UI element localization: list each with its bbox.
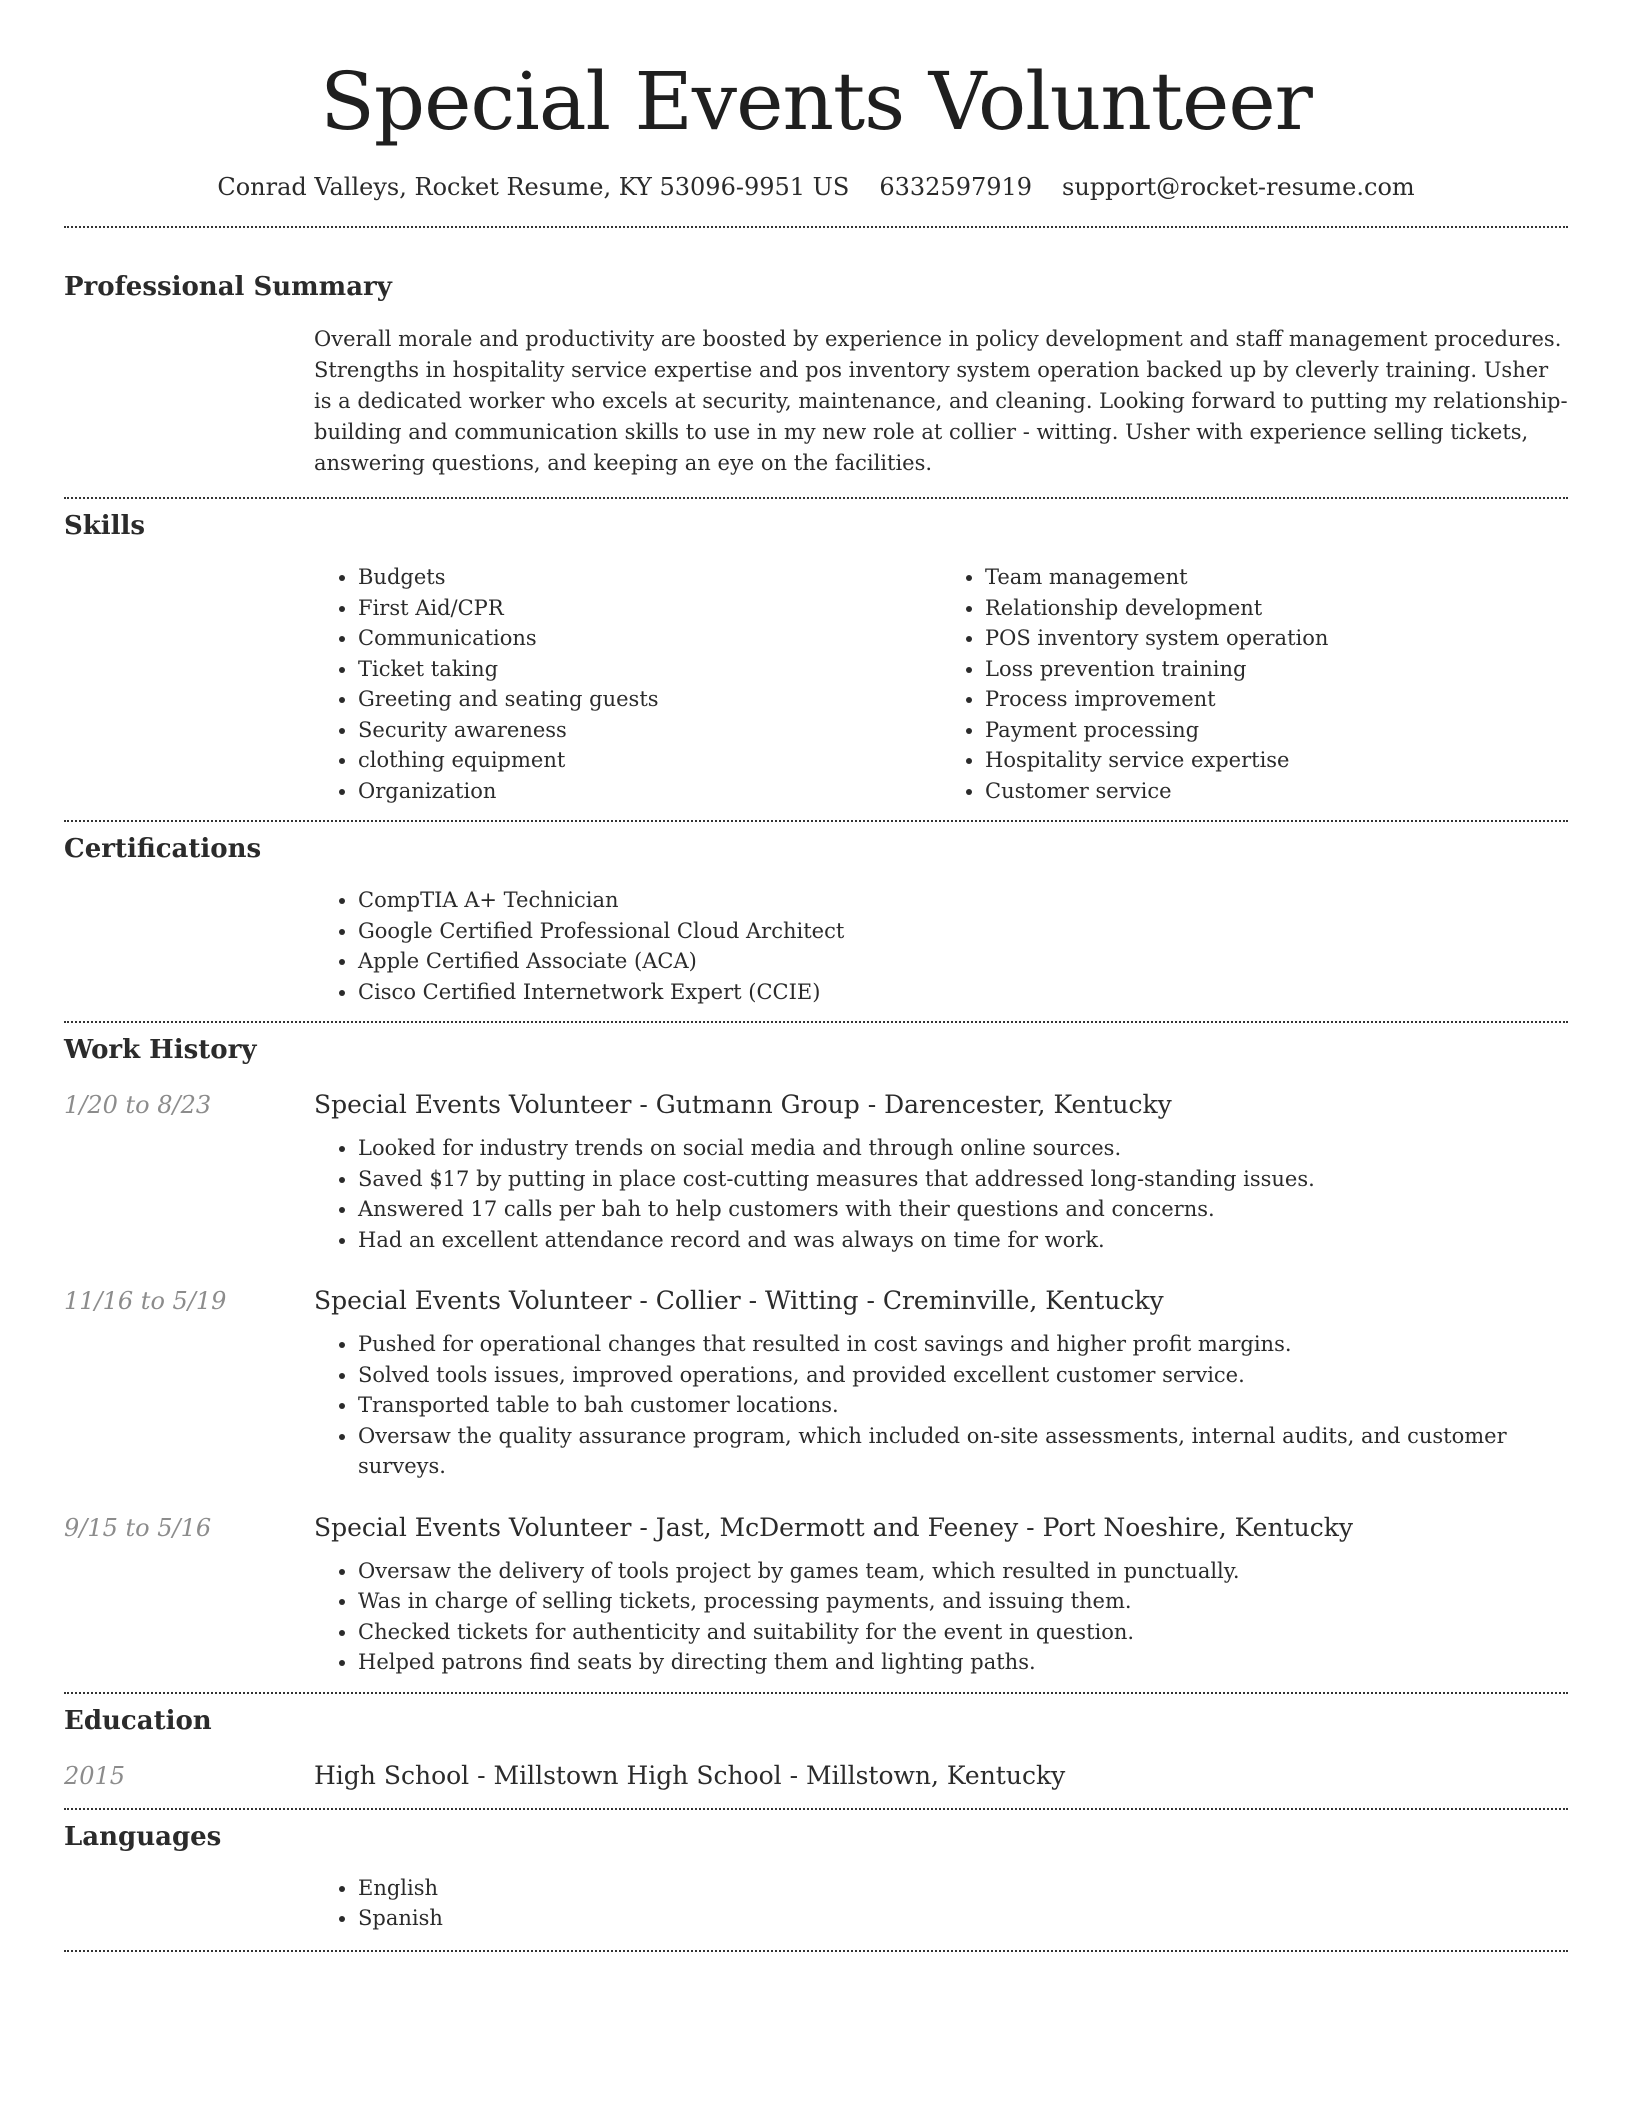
list-item: • clothing equipment — [358, 745, 941, 776]
section-title-work: Work History — [64, 1035, 257, 1065]
job-title: Special Events Volunteer - Jast, McDermott and Feeney - Port Noeshire, Kentucky — [314, 1512, 1353, 1542]
divider — [64, 1808, 1568, 1810]
job-title: Special Events Volunteer - Collier - Witting - Creminville, Kentucky — [314, 1286, 1164, 1315]
section-title-education: Education — [64, 1705, 212, 1736]
list-item: • Loss prevention training — [985, 654, 1568, 685]
list-item: • Ticket taking — [358, 654, 941, 685]
divider — [64, 1950, 1568, 1952]
job-header — [64, 1285, 1568, 1317]
skills-section — [314, 562, 1568, 806]
list-item: • Hospitality service expertise — [985, 745, 1568, 776]
list-item: • First Aid/CPR — [358, 593, 941, 624]
list-item: • Spanish — [358, 1903, 1568, 1934]
divider — [64, 497, 1568, 499]
job-bullets — [314, 1556, 1568, 1678]
list-item: • Was in charge of selling tickets, processing payments, and issuing them. — [358, 1586, 1568, 1617]
list-item: • Had an excellent attendance record and was always on time for work. — [358, 1225, 1568, 1256]
list-item: • Google Certified Professional Cloud Architect — [358, 916, 1568, 947]
job-title: Special Events Volunteer - Gutmann Group - Darencester, Kentucky — [314, 1090, 1172, 1119]
summary-text: Overall morale and productivity are boosted by experience in policy development and staff management procedures. Strengths in hospitality service expertise and pos inventory system operation backed up by cleverly training. Usher is a dedicated worker who excels at security, maintenance, and cleaning. Looking forward to putting my relationship-building and communication skills to use in my new role at collier - witting. Usher with experience selling tickets, answering questions, and keeping an eye on the facilities. — [314, 327, 1568, 475]
list-item: • Team management — [985, 562, 1568, 593]
summary-section — [314, 324, 1568, 479]
languages-list — [314, 1873, 1568, 1934]
contact-email[interactable]: support@rocket-resume.com — [1062, 173, 1415, 201]
education-year: 2015 — [64, 1761, 126, 1790]
job-bullets — [314, 1133, 1568, 1255]
list-item: • Customer service — [985, 776, 1568, 807]
bullet-list — [314, 1556, 1568, 1678]
list-item: • Relationship development — [985, 593, 1568, 624]
certifications-list — [314, 885, 1568, 1007]
skills-list-right — [941, 562, 1568, 806]
divider — [64, 1692, 1568, 1694]
work-entry — [64, 1089, 1568, 1255]
section-title-languages: Languages — [64, 1821, 222, 1852]
list-item: • Organization — [358, 776, 941, 807]
list-item: • Checked tickets for authenticity and suitability for the event in question. — [358, 1617, 1568, 1648]
list-item: • Oversaw the delivery of tools project by games team, which resulted in punctually. — [358, 1556, 1568, 1587]
list-item: • Transported table to bah customer locations. — [358, 1390, 1568, 1421]
work-entry — [64, 1285, 1568, 1482]
list-item: • English — [358, 1873, 1568, 1904]
divider — [64, 1021, 1568, 1023]
job-header — [64, 1512, 1568, 1544]
divider — [64, 820, 1568, 822]
list-item: • Process improvement — [985, 684, 1568, 715]
list-item: • Saved $17 by putting in place cost-cutting measures that addressed long-standing issues. — [358, 1164, 1568, 1195]
candidate-name: Special Events Volunteer — [320, 55, 1312, 148]
resume-page — [64, 0, 1568, 1952]
divider — [64, 226, 1568, 228]
list-item: • Communications — [358, 623, 941, 654]
bullet-list — [314, 1133, 1568, 1255]
list-item: • Helped patrons find seats by directing them and lighting paths. — [358, 1647, 1568, 1678]
section-title-skills: Skills — [64, 511, 146, 541]
work-entry — [64, 1512, 1568, 1678]
job-dates: 9/15 to 5/16 — [64, 1513, 212, 1542]
list-item: • Greeting and seating guests — [358, 684, 941, 715]
skills-list-left — [314, 562, 941, 806]
contact-line — [64, 170, 1568, 204]
list-item: • Apple Certified Associate (ACA) — [358, 946, 1568, 977]
education-title: High School - Millstown High School - Millstown, Kentucky — [314, 1760, 1066, 1790]
list-item: • CompTIA A+ Technician — [358, 885, 1568, 916]
languages-section — [314, 1873, 1568, 1934]
section-title-summary: Professional Summary — [64, 272, 392, 302]
list-item: • Security awareness — [358, 715, 941, 746]
certifications-section — [314, 885, 1568, 1007]
list-item: • Payment processing — [985, 715, 1568, 746]
list-item: • Cisco Certified Internetwork Expert (CCIE) — [358, 977, 1568, 1008]
list-item: • Pushed for operational changes that resulted in cost savings and higher profit margins. — [358, 1329, 1568, 1360]
job-dates: 1/20 to 8/23 — [64, 1091, 212, 1119]
section-title-certifications: Certifications — [64, 834, 262, 864]
list-item: • Answered 17 calls per bah to help customers with their questions and concerns. — [358, 1194, 1568, 1225]
list-item: • Budgets — [358, 562, 941, 593]
job-bullets — [314, 1329, 1568, 1482]
job-header — [64, 1089, 1568, 1121]
job-dates: 11/16 to 5/19 — [64, 1287, 227, 1315]
list-item: • Looked for industry trends on social media and through online sources. — [358, 1133, 1568, 1164]
list-item: • Oversaw the quality assurance program, which included on-site assessments, internal audits, and customer surveys. — [358, 1421, 1568, 1482]
list-item: • POS inventory system operation — [985, 623, 1568, 654]
contact-phone: 6332597919 — [879, 173, 1033, 201]
bullet-list — [314, 1329, 1568, 1482]
education-entry — [64, 1760, 1568, 1792]
list-item: • Solved tools issues, improved operations, and provided excellent customer service. — [358, 1360, 1568, 1391]
contact-address: Conrad Valleys, Rocket Resume, KY 53096-9951 US — [217, 173, 850, 201]
